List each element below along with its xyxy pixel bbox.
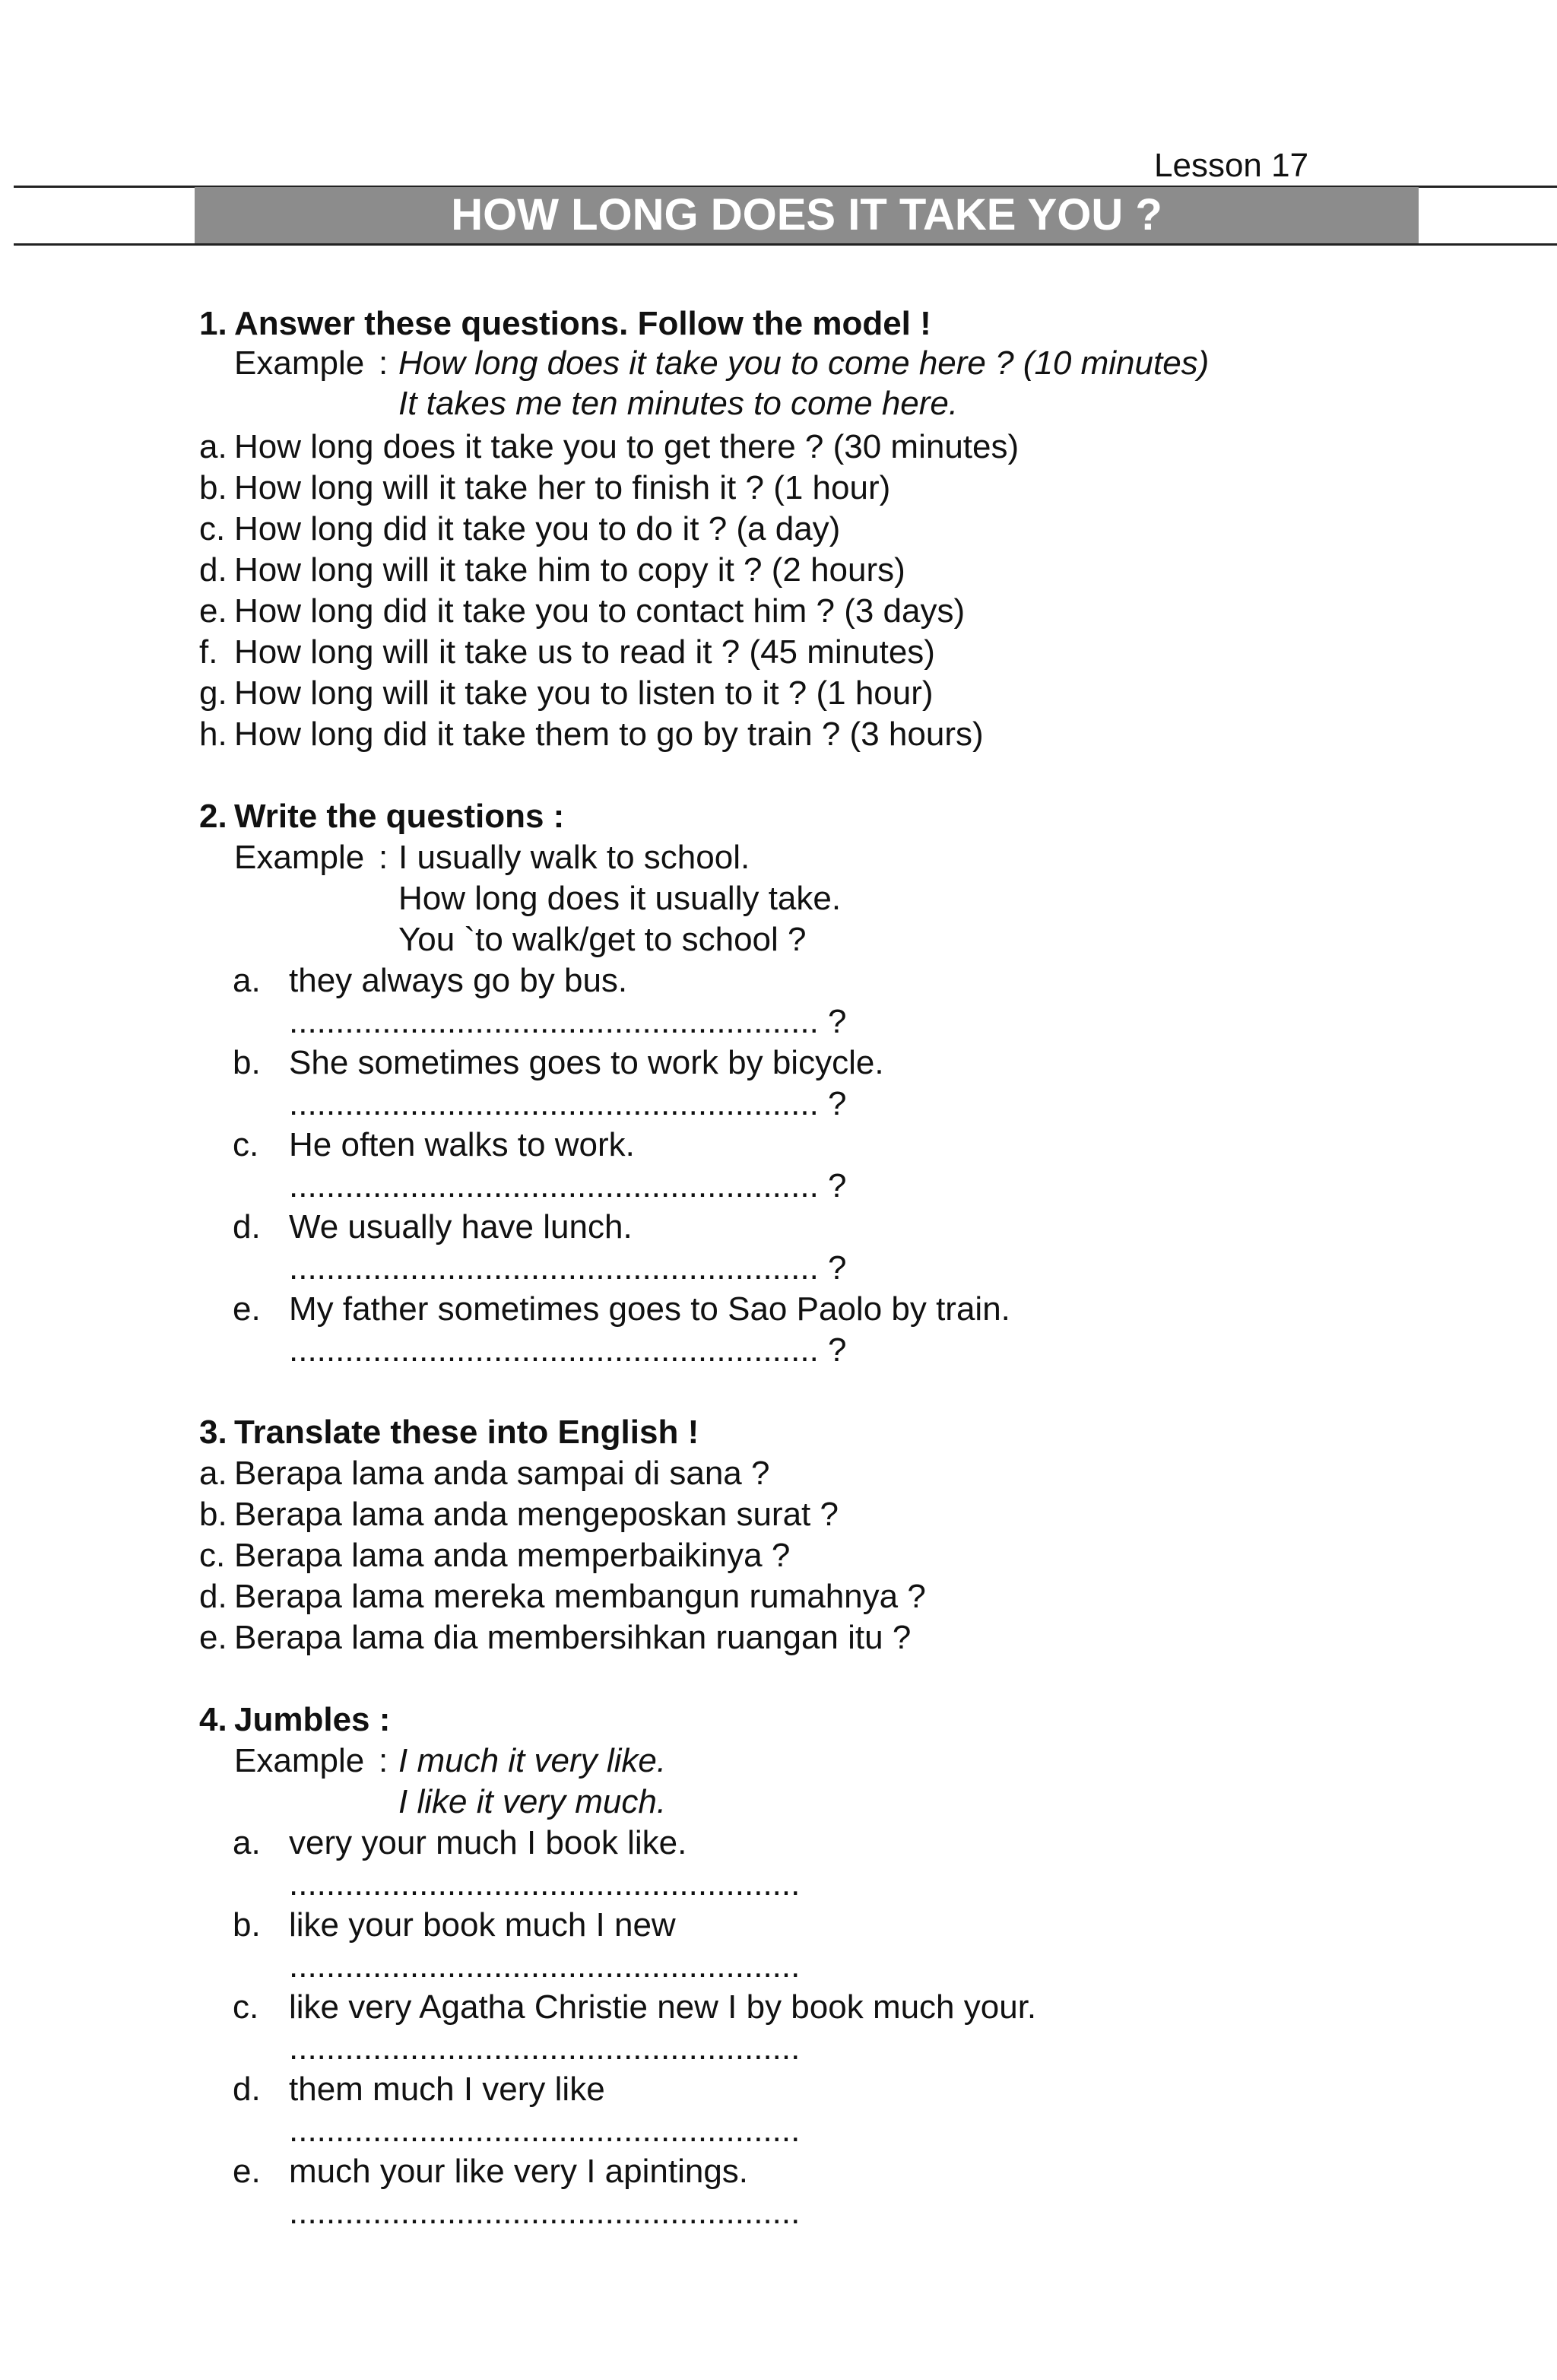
answer-blank[interactable]: ....................................................... [289, 2112, 801, 2149]
section-1-item-letter: d. [199, 551, 227, 589]
section-4-example-line: I like it very much. [398, 1783, 667, 1820]
section-1-item-text: How long will it take him to copy it ? (2 hours) [234, 551, 905, 589]
section-3-item-letter: b. [199, 1496, 227, 1533]
section-4-number: 4. [199, 1701, 227, 1738]
answer-blank[interactable]: ......................................................... ? [289, 1085, 847, 1122]
section-2-item-letter: d. [233, 1208, 261, 1246]
section-3-item-text: Berapa lama anda memperbaikinya ? [234, 1537, 791, 1574]
section-3-item-letter: e. [199, 1619, 227, 1656]
answer-blank[interactable]: ......................................................... ? [289, 1167, 847, 1204]
section-4-item-text: them much I very like [289, 2071, 605, 2108]
section-1-example-label: Example [234, 344, 365, 382]
section-1-heading: Answer these questions. Follow the model ! [234, 305, 931, 342]
bottom-rule [14, 243, 1557, 246]
section-1-item-text: How long will it take her to finish it ? (1 hour) [234, 469, 891, 506]
answer-blank[interactable]: ......................................................... ? [289, 1331, 847, 1369]
section-2-example-line: I usually walk to school. [398, 839, 750, 876]
section-1-item-text: How long does it take you to get there ? (30 minutes) [234, 428, 1020, 465]
section-2-item-letter: e. [233, 1290, 261, 1328]
page-title: HOW LONG DOES IT TAKE YOU ? [195, 187, 1419, 243]
section-2-example-line: You `to walk/get to school ? [398, 921, 807, 958]
section-1-item-text: How long did it take them to go by train ? (3 hours) [234, 716, 984, 753]
section-4-example-colon: : [379, 1742, 388, 1779]
section-2-item-letter: c. [233, 1126, 259, 1163]
section-1-item-letter: e. [199, 592, 227, 630]
section-1-item-letter: h. [199, 716, 227, 753]
section-1-item-letter: f. [199, 633, 218, 671]
section-2-heading: Write the questions : [234, 798, 565, 835]
section-4-heading: Jumbles : [234, 1701, 391, 1738]
section-3-item-letter: d. [199, 1578, 227, 1615]
section-3-item-letter: c. [199, 1537, 226, 1574]
section-1-item-text: How long did it take you to do it ? (a day) [234, 510, 841, 547]
answer-blank[interactable]: ....................................................... [289, 1865, 801, 1902]
section-4-item-letter: b. [233, 1906, 261, 1944]
section-2-item-text: We usually have lunch. [289, 1208, 633, 1246]
section-3-item-text: Berapa lama dia membersihkan ruangan itu ? [234, 1619, 912, 1656]
section-4-item-text: like very Agatha Christie new I by book much your. [289, 1988, 1037, 2026]
section-1-example-colon: : [379, 344, 388, 382]
section-2-item-text: they always go by bus. [289, 962, 628, 999]
section-4-item-text: like your book much I new [289, 1906, 676, 1944]
section-1-item-letter: a. [199, 428, 227, 465]
section-2-item-text: My father sometimes goes to Sao Paolo by train. [289, 1290, 1010, 1328]
answer-blank[interactable]: ......................................................... ? [289, 1249, 847, 1287]
answer-blank[interactable]: ......................................................... ? [289, 1003, 847, 1040]
section-1-item-text: How long will it take us to read it ? (45 minutes) [234, 633, 935, 671]
section-3-item-text: Berapa lama mereka membangun rumahnya ? [234, 1578, 926, 1615]
section-3-item-letter: a. [199, 1455, 227, 1492]
section-2-example-label: Example [234, 839, 365, 876]
section-1-item-letter: b. [199, 469, 227, 506]
section-1-item-text: How long did it take you to contact him ? (3 days) [234, 592, 966, 630]
section-2-item-letter: a. [233, 962, 261, 999]
section-3-item-text: Berapa lama anda sampai di sana ? [234, 1455, 770, 1492]
section-3-heading: Translate these into English ! [234, 1414, 699, 1451]
section-3-item-text: Berapa lama anda mengeposkan surat ? [234, 1496, 839, 1533]
section-1-item-text: How long will it take you to listen to it ? (1 hour) [234, 674, 934, 712]
section-4-item-text: much your like very I apintings. [289, 2153, 749, 2190]
answer-blank[interactable]: ....................................................... [289, 2194, 801, 2231]
section-4-item-letter: d. [233, 2071, 261, 2108]
section-1-number: 1. [199, 305, 227, 342]
section-2-item-letter: b. [233, 1044, 261, 1081]
lesson-number: Lesson 17 [1154, 147, 1309, 184]
section-2-example-line: How long does it usually take. [398, 880, 842, 917]
section-1-item-letter: c. [199, 510, 226, 547]
section-3-number: 3. [199, 1414, 227, 1451]
section-1-example-answer: It takes me ten minutes to come here. [398, 385, 959, 422]
section-4-example-label: Example [234, 1742, 365, 1779]
answer-blank[interactable]: ....................................................... [289, 2029, 801, 2067]
section-1-item-letter: g. [199, 674, 227, 712]
section-2-item-text: She sometimes goes to work by bicycle. [289, 1044, 884, 1081]
section-4-item-letter: a. [233, 1824, 261, 1861]
section-4-item-letter: e. [233, 2153, 261, 2190]
section-4-example-line: I much it very like. [398, 1742, 667, 1779]
section-1-example-question: How long does it take you to come here ? (10 minutes) [398, 344, 1210, 382]
answer-blank[interactable]: ....................................................... [289, 1947, 801, 1985]
section-2-example-colon: : [379, 839, 388, 876]
section-2-number: 2. [199, 798, 227, 835]
section-4-item-text: very your much I book like. [289, 1824, 687, 1861]
section-2-item-text: He often walks to work. [289, 1126, 635, 1163]
section-4-item-letter: c. [233, 1988, 259, 2026]
